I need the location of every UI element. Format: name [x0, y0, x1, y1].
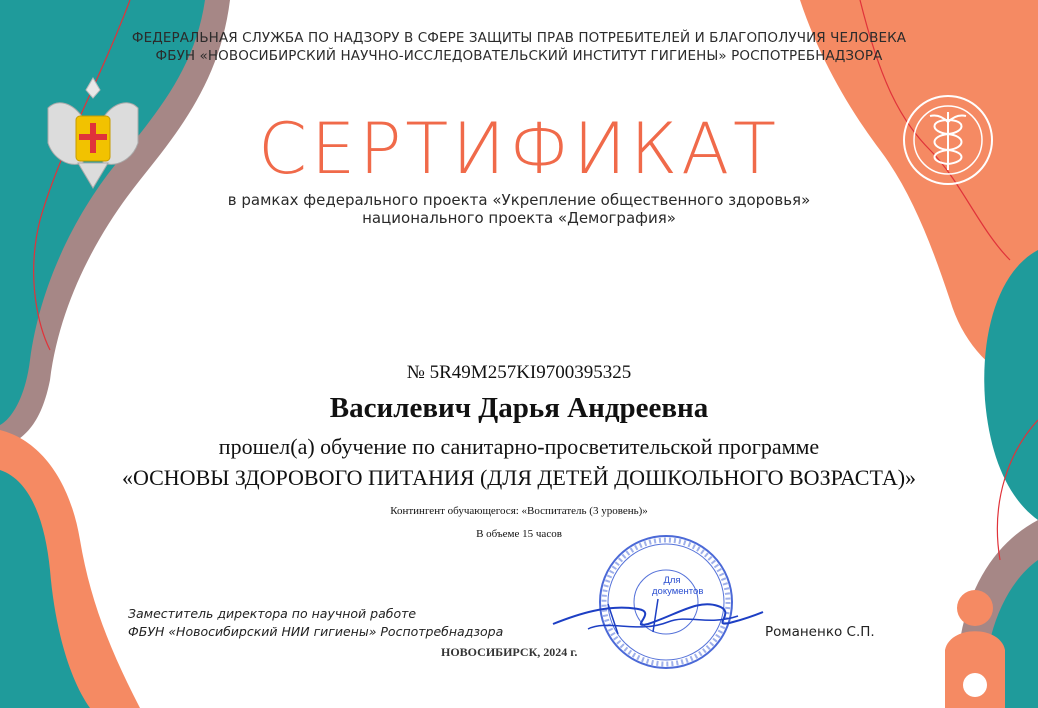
signer-name: Романенко С.П.	[765, 624, 875, 640]
certificate-number: № 5R49M257KI9700395325	[406, 362, 632, 383]
city-year: НОВОСИБИРСК, 2024 г.	[441, 645, 578, 659]
signer-position-line-1: Заместитель директора по научной работе	[128, 606, 417, 621]
stamp-caption: Для документов	[652, 575, 704, 597]
project-line-1: в рамках федерального проекта «Укрепление общественного здоровья»	[227, 191, 811, 209]
hours-volume: В объеме 15 часов	[476, 528, 562, 540]
signer-position-line-2: ФБУН «Новосибирский НИИ гигиены» Роспотребнадзора	[128, 624, 504, 639]
recipient-name: Василевич Дарья Андреевна	[329, 392, 709, 424]
project-line-2: национального проекта «Демография»	[362, 209, 676, 227]
program-name: «ОСНОВЫ ЗДОРОВОГО ПИТАНИЯ (ДЛЯ ДЕТЕЙ ДОШКОЛЬНОГО ВОЗРАСТА)»	[121, 465, 917, 490]
completion-statement: прошел(а) обучение по санитарно-просветительской программе	[218, 434, 820, 459]
certificate-title: СЕРТИФИКАТ	[258, 108, 780, 190]
organization-line-1: ФЕДЕРАЛЬНАЯ СЛУЖБА ПО НАДЗОРУ В СФЕРЕ ЗАЩИТЫ ПРАВ ПОТРЕБИТЕЛЕЙ И БЛАГОПОЛУЧИЯ ЧЕЛОВЕКА	[131, 30, 907, 46]
organization-line-2: ФБУН «НОВОСИБИРСКИЙ НАУЧНО-ИССЛЕДОВАТЕЛЬСКИЙ ИНСТИТУТ ГИГИЕНЫ» РОСПОТРЕБНАДЗОРА	[155, 48, 883, 64]
contingent-line: Контингент обучающегося: «Воспитатель (3 уровень)»	[390, 505, 648, 517]
handwritten-signature	[548, 584, 768, 644]
